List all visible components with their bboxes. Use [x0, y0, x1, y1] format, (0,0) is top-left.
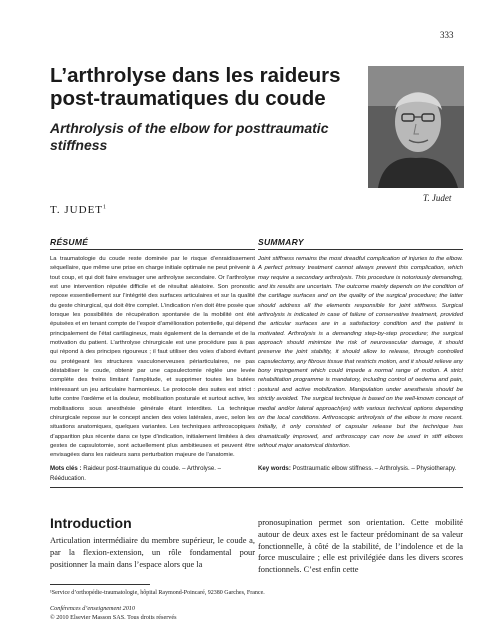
- abstract-bottom-rule: [50, 487, 463, 488]
- resume-rule: [50, 249, 255, 250]
- introduction-text-right: pronosupination permet son orientation. Cette mobilité autour de deux axes est le facteur prédominant de sa valeur fonctionnelle, à côté de la stabilité, de l’indolence et de la force musculaire ; elle est privilégiée dans les divers scores fonctionnels. C’est enfin cette: [258, 518, 463, 575]
- author-name: T. JUDET: [50, 204, 104, 216]
- resume-keywords-values: Raideur post-traumatique du coude. – Arthrolyse. – Rééducation.: [50, 465, 222, 482]
- resume-keywords-label: Mots clés :: [50, 465, 82, 472]
- copyright-footer: © 2010 Elsevier Masson SAS. Tous droits réservés: [50, 614, 177, 621]
- resume-heading: RÉSUMÉ: [50, 237, 89, 247]
- author: [50, 204, 106, 216]
- summary-text: Joint stiffness remains the most dreadful complication of injuries to the elbow. A perfect primary treatment cannot always prevent this complication, which may require a secondary arthrolysis. This procedure is notoriously demanding, and its results are uncertain. The outcome mainly depends on the condition of the cartilage surfaces and on the quality of the surgical procedure; the latter should address all the elements responsible for joint stiffness. Surgical arthrolysis is indicated in case of failure of conservative treatment, provided the articular surfaces are in a satisfactory condition and the patient is motivated. Arthrolysis is a demanding step-by-step procedure; the surgical approach should minimize the risk of neurovascular damage, it should preserve the joint stability, it should allow to release, through controlled capsulectomy, any fibrous tissue that restricts motion, and it should relieve any bony impingement which could impede a normal range of motion. A strict rehabilitation programme is mandatory, including control of oedema and pain, postural and active mobilization. Manipulation under anesthesia should be strictly avoided. The surgical technique is based on the well-known concept of medial and/or lateral approach(es) with various technical options depending on the local conditions. Arthroscopic arthrolysis of the elbow is more recent. Initially, it only consisted of capsular release but the technique has dramatically improved, and arthroscopy can now be used in stiff elbows without major anatomical distortion.: [258, 256, 463, 449]
- resume-keywords: [50, 464, 255, 483]
- author-portrait-image: [368, 66, 464, 188]
- summary-rule: [258, 249, 463, 250]
- introduction-text-left: Articulation intermédiaire du membre supérieur, le coude a, par la flexion-extension, un rôle fondamental pour positionner la main dans l’espace alors que la: [50, 536, 255, 569]
- author-photo: [368, 66, 464, 188]
- photo-caption: T. Judet: [423, 193, 452, 203]
- summary-heading: SUMMARY: [258, 237, 304, 247]
- author-footnote-marker: 1: [103, 204, 107, 211]
- author-affiliation-footnote: ¹Service d’orthopédie-traumatologie, hôpital Raymond-Poincaré, 92380 Garches, France.: [50, 590, 265, 596]
- footnote-rule: [50, 584, 150, 585]
- resume-text: La traumatologie du coude reste dominée par le risque d’enraidissement séquellaire, que même une prise en charge initiale optimale ne peut prévenir à tout coup, et qui doit faire envisager une arthrolyse secondaire. Or l’arthrolyse est une intervention réputée difficile et de résultat aléatoire. Son pronostic repose essentiellement sur l’intégrité des surfaces articulaires et sur la qualité du geste chirurgical, qui doit être complet. L’indication n’en doit être posée que lorsque les possibilités de récupération spontanée de la mobilité ont été épuisées et en tenant compte de l’espoir d’amélioration potentielle, qui dépend principalement de l’état cartilagineux, mais également de la demande et de la motivation du patient. L’arthrolyse chirurgicale est une procédure pas à pas qui répond à des principes rigoureux ; il faut utiliser des voies d’abord évitant ou protégeant les structures vasculonerveuses périarticulaires, ne pas déstabiliser le coude, obtenir par une capsulectomie réglée une levée complète des freins limitant l’amplitude, et supprimer toutes les butées intéressant un jeu articulaire harmonieux. Le protocole des suites est strict : lutte contre l’œdème et la douleur, mobilisation posturale et surtout active, les mobilisations sous anesthésie générale étant interdites. La technique chirurgicale repose sur le concept ancien des voies latérales, avec, selon les situations anatomiques, quelques variantes. Les techniques arthroscopiques d’apparition plus récente dans ce type d’indication, initialement limitées à des gestes de capsulotomie, sont actuellement plus ambitieuses et peuvent être envisagées dans les raideurs sans perturbation majeure de l’anatomie.: [50, 256, 256, 459]
- summary-keywords: [258, 464, 463, 474]
- article-title: L’arthrolyse dans les raideurs post-traumatiques du coude: [50, 64, 341, 110]
- article-subtitle: Arthrolysis of the elbow for posttraumatic stiffness: [50, 120, 329, 153]
- summary-keywords-values: Posttraumatic elbow stiffness. – Arthrolysis. – Physiotherapy.: [292, 465, 457, 472]
- page-number: 333: [440, 30, 454, 40]
- summary-keywords-label: Key words:: [258, 465, 291, 472]
- conference-footer: Conférences d’enseignement 2010: [50, 605, 135, 612]
- introduction-heading: Introduction: [50, 515, 132, 531]
